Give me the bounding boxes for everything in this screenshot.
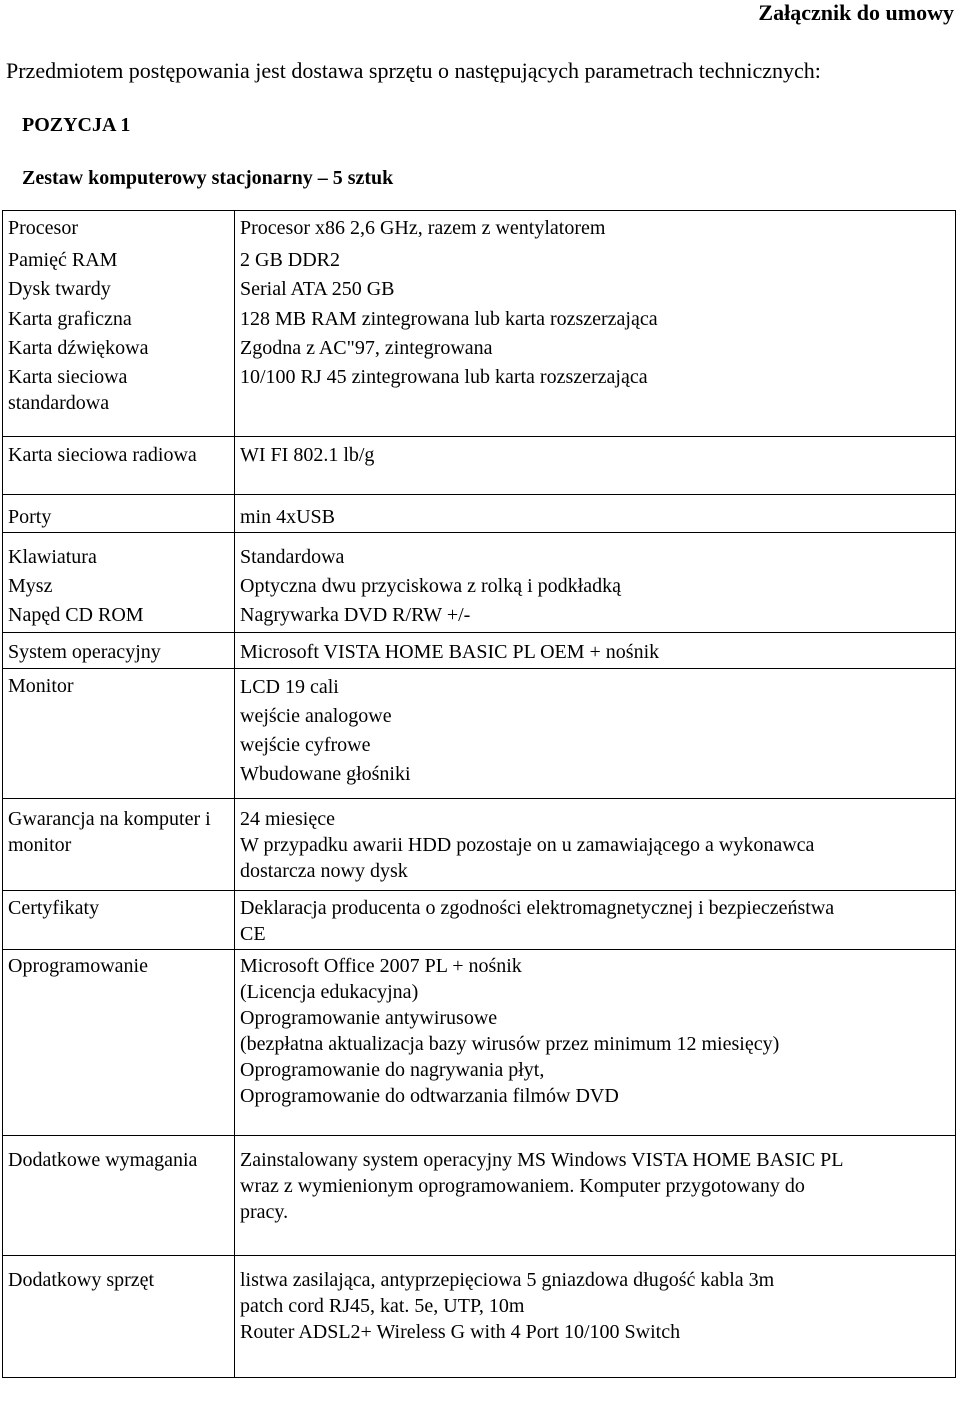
position-heading: POZYCJA 1 <box>22 114 131 136</box>
label-extra-hw: Dodatkowy sprzęt <box>3 1256 235 1378</box>
label-disk: Dysk twardy <box>8 278 111 300</box>
value-monitor-size: LCD 19 cali <box>240 676 339 698</box>
value-mouse: Optyczna dwu przyciskowa z rolką i podkładką <box>240 575 621 597</box>
value-ram: 2 GB DDR2 <box>240 248 341 271</box>
warranty-values-cell <box>235 799 956 891</box>
value-certs-ce: CE <box>240 923 266 945</box>
extra-req-values-cell <box>235 1136 956 1256</box>
value-monitor-analog: wejście analogowe <box>240 705 392 727</box>
value-disk: Serial ATA 250 GB <box>240 278 395 300</box>
table-row <box>3 669 956 799</box>
value-extra-hw-2: patch cord RJ45, kat. 5e, UTP, 10m <box>240 1295 525 1317</box>
spec-table <box>2 210 956 1378</box>
value-monitor-speakers: Wbudowane głośniki <box>240 763 411 785</box>
label-monitor: Monitor <box>3 669 235 799</box>
intro-text: Przedmiotem postępowania jest dostawa sprzętu o następujących parametrach technicznych: <box>6 58 821 83</box>
set-title: Zestaw komputerowy stacjonarny – 5 sztuk <box>22 167 394 189</box>
spec-labels-cell <box>3 211 235 437</box>
label-ram: Pamięć RAM <box>8 248 118 271</box>
extra-hw-values-cell <box>235 1256 956 1378</box>
attachment-title: Załącznik do umowy <box>758 0 954 25</box>
label-drive: Napęd CD ROM <box>8 604 144 626</box>
value-warranty-hdd: W przypadku awarii HDD pozostaje on u zamawiającego a wykonawca <box>240 834 815 856</box>
table-row <box>3 495 956 533</box>
value-extra-hw-3: Router ADSL2+ Wireless G with 4 Port 10/100 Switch <box>240 1321 681 1343</box>
label-nic-standard: standardowa <box>8 391 110 414</box>
value-extra-req-2: wraz z wymienionym oprogramowaniem. Komputer przygotowany do <box>240 1175 805 1197</box>
value-monitor-digital: wejście cyfrowe <box>240 734 371 756</box>
value-os: Microsoft VISTA HOME BASIC PL OEM + nośnik <box>235 633 956 669</box>
table-row <box>3 950 956 1136</box>
value-drive: Nagrywarka DVD R/RW +/- <box>240 604 471 626</box>
label-extra-req: Dodatkowe wymagania <box>3 1136 235 1256</box>
value-radio: WI FI 802.1 lb/g <box>235 437 956 495</box>
value-nic: 10/100 RJ 45 zintegrowana lub karta rozszerzająca <box>240 365 648 388</box>
label-audio: Karta dźwiękowa <box>8 337 149 359</box>
value-software-burning: Oprogramowanie do nagrywania płyt, <box>240 1059 545 1081</box>
label-mouse: Mysz <box>8 575 53 597</box>
value-software-updates: (bezpłatna aktualizacja bazy wirusów przez minimum 12 miesięcy) <box>240 1033 780 1055</box>
value-software-license: (Licencja edukacyjna) <box>240 981 419 1003</box>
table-row <box>3 633 956 669</box>
keyboard-values-cell <box>235 533 956 633</box>
value-procesor: Procesor x86 2,6 GHz, razem z wentylatorem <box>240 217 606 239</box>
spec-values-cell <box>235 211 956 437</box>
label-nic: Karta sieciowa <box>8 365 128 388</box>
value-software-antivirus: Oprogramowanie antywirusowe <box>240 1007 498 1029</box>
keyboard-labels-cell <box>3 533 235 633</box>
label-os: System operacyjny <box>3 633 235 669</box>
label-certs: Certyfikaty <box>3 891 235 950</box>
value-certs: Deklaracja producenta o zgodności elektromagnetycznej i bezpieczeństwa <box>240 897 835 919</box>
value-extra-req-1: Zainstalowany system operacyjny MS Windows VISTA HOME BASIC PL <box>240 1149 844 1171</box>
label-ports: Porty <box>3 495 235 533</box>
certs-values-cell <box>235 891 956 950</box>
value-ports: min 4xUSB <box>235 495 956 533</box>
label-gpu: Karta graficzna <box>8 307 132 330</box>
table-row <box>3 799 956 891</box>
value-warranty-hdd-2: dostarcza nowy dysk <box>240 860 408 882</box>
value-gpu: 128 MB RAM zintegrowana lub karta rozszerzająca <box>240 307 658 330</box>
table-row <box>3 1256 956 1378</box>
value-software-office: Microsoft Office 2007 PL + nośnik <box>240 955 522 977</box>
label-keyboard: Klawiatura <box>8 546 97 568</box>
label-software: Oprogramowanie <box>3 950 235 1136</box>
table-row <box>3 211 956 437</box>
software-values-cell <box>235 950 956 1136</box>
label-procesor: Procesor <box>8 217 78 239</box>
label-radio: Karta sieciowa radiowa <box>3 437 235 495</box>
table-row <box>3 437 956 495</box>
value-warranty-period: 24 miesięce <box>240 808 335 830</box>
value-extra-req-3: pracy. <box>240 1201 289 1223</box>
value-audio: Zgodna z AC"97, zintegrowana <box>240 337 493 359</box>
value-keyboard: Standardowa <box>240 546 345 568</box>
monitor-values-cell <box>235 669 956 799</box>
table-row <box>3 1136 956 1256</box>
value-software-dvd: Oprogramowanie do odtwarzania filmów DVD <box>240 1085 619 1107</box>
label-warranty-2: monitor <box>8 834 72 856</box>
table-row <box>3 891 956 950</box>
label-warranty: Gwarancja na komputer i <box>8 808 211 830</box>
table-row <box>3 533 956 633</box>
value-extra-hw-1: listwa zasilająca, antyprzepięciowa 5 gniazdowa długość kabla 3m <box>240 1269 775 1291</box>
warranty-labels-cell <box>3 799 235 891</box>
